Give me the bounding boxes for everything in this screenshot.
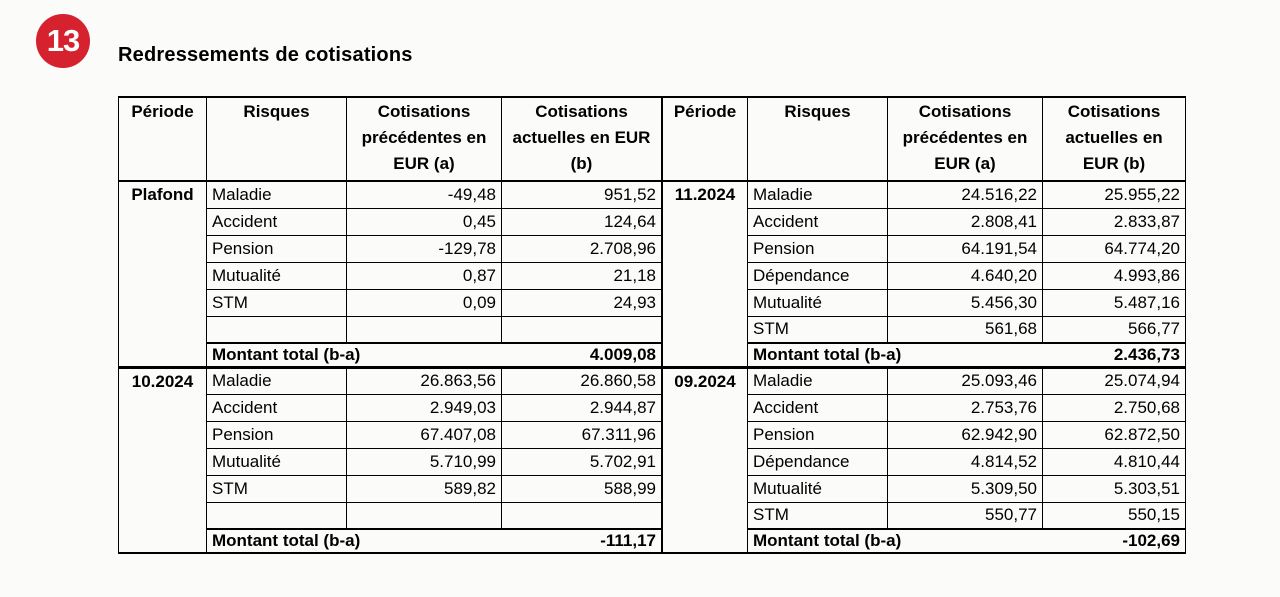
total-label: Montant total (b-a) — [212, 531, 361, 550]
prev-amount-cell: 2.753,76 — [888, 394, 1043, 421]
total-value: -102,69 — [1122, 531, 1180, 550]
cotisations-table-right — [662, 96, 1186, 554]
period-cell: 11.2024 — [663, 181, 748, 367]
header-risques: Risques — [748, 97, 888, 181]
curr-amount-cell: 588,99 — [502, 475, 662, 502]
total-value: 4.009,08 — [589, 344, 656, 364]
prev-amount-cell: 561,68 — [888, 316, 1043, 343]
total-cell — [207, 529, 662, 553]
period-cell: Plafond — [119, 181, 207, 367]
table-row — [663, 367, 1186, 394]
total-label: Montant total (b-a) — [753, 344, 902, 364]
empty-cell — [207, 316, 347, 343]
total-label: Montant total (b-a) — [753, 531, 902, 550]
empty-cell — [502, 316, 662, 343]
curr-amount-cell: 2.944,87 — [502, 394, 662, 421]
risk-cell: Pension — [207, 421, 347, 448]
curr-amount-cell: 951,52 — [502, 181, 662, 208]
risk-cell: Accident — [207, 394, 347, 421]
prev-amount-cell: 589,82 — [347, 475, 502, 502]
curr-amount-cell: 2.833,87 — [1043, 208, 1186, 235]
curr-amount-cell: 5.303,51 — [1043, 475, 1186, 502]
total-cell — [748, 529, 1186, 553]
header-row — [663, 97, 1186, 181]
curr-amount-cell: 566,77 — [1043, 316, 1186, 343]
risk-cell: Pension — [748, 421, 888, 448]
empty-cell — [347, 502, 502, 529]
curr-amount-cell: 4.993,86 — [1043, 262, 1186, 289]
header-cotisations-precedentes: Cotisations précédentes en EUR (a) — [347, 97, 502, 181]
prev-amount-cell: 550,77 — [888, 502, 1043, 529]
empty-cell — [502, 502, 662, 529]
prev-amount-cell: 0,87 — [347, 262, 502, 289]
prev-amount-cell: 0,45 — [347, 208, 502, 235]
header-cotisations-actuelles: Cotisations actuelles en EUR (b) — [1043, 97, 1186, 181]
empty-cell — [347, 316, 502, 343]
prev-amount-cell: -49,48 — [347, 181, 502, 208]
risk-cell: STM — [748, 502, 888, 529]
header-row — [119, 97, 662, 181]
period-cell: 10.2024 — [119, 367, 207, 553]
prev-amount-cell: 67.407,08 — [347, 421, 502, 448]
curr-amount-cell: 2.750,68 — [1043, 394, 1186, 421]
curr-amount-cell: 550,15 — [1043, 502, 1186, 529]
prev-amount-cell: 5.710,99 — [347, 448, 502, 475]
prev-amount-cell: 4.814,52 — [888, 448, 1043, 475]
empty-cell — [207, 502, 347, 529]
risk-cell: Accident — [748, 208, 888, 235]
header-periode: Période — [119, 97, 207, 181]
prev-amount-cell: 64.191,54 — [888, 235, 1043, 262]
curr-amount-cell: 26.860,58 — [502, 367, 662, 394]
cotisations-tables — [118, 96, 1186, 554]
risk-cell: Dépendance — [748, 448, 888, 475]
page-title: Redressements de cotisations — [118, 44, 413, 66]
risk-cell: STM — [207, 289, 347, 316]
curr-amount-cell: 24,93 — [502, 289, 662, 316]
curr-amount-cell: 64.774,20 — [1043, 235, 1186, 262]
table-row — [119, 181, 662, 208]
total-value: -111,17 — [600, 531, 656, 550]
prev-amount-cell: 2.808,41 — [888, 208, 1043, 235]
curr-amount-cell: 21,18 — [502, 262, 662, 289]
risk-cell: Accident — [748, 394, 888, 421]
total-cell — [207, 343, 662, 367]
prev-amount-cell: 0,09 — [347, 289, 502, 316]
prev-amount-cell: 26.863,56 — [347, 367, 502, 394]
curr-amount-cell: 67.311,96 — [502, 421, 662, 448]
risk-cell: Mutualité — [748, 289, 888, 316]
prev-amount-cell: 24.516,22 — [888, 181, 1043, 208]
risk-cell: Mutualité — [748, 475, 888, 502]
curr-amount-cell: 25.955,22 — [1043, 181, 1186, 208]
risk-cell: Pension — [207, 235, 347, 262]
risk-cell: Maladie — [207, 181, 347, 208]
total-value: 2.436,73 — [1113, 344, 1180, 364]
curr-amount-cell: 25.074,94 — [1043, 367, 1186, 394]
curr-amount-cell: 2.708,96 — [502, 235, 662, 262]
risk-cell: Accident — [207, 208, 347, 235]
prev-amount-cell: 25.093,46 — [888, 367, 1043, 394]
risk-cell: Mutualité — [207, 262, 347, 289]
prev-amount-cell: 2.949,03 — [347, 394, 502, 421]
header-cotisations-actuelles: Cotisations actuelles en EUR (b) — [502, 97, 662, 181]
risk-cell: Mutualité — [207, 448, 347, 475]
risk-cell: Dépendance — [748, 262, 888, 289]
prev-amount-cell: 5.309,50 — [888, 475, 1043, 502]
curr-amount-cell: 62.872,50 — [1043, 421, 1186, 448]
period-cell: 09.2024 — [663, 367, 748, 553]
curr-amount-cell: 5.702,91 — [502, 448, 662, 475]
prev-amount-cell: -129,78 — [347, 235, 502, 262]
total-cell — [748, 343, 1186, 367]
prev-amount-cell: 62.942,90 — [888, 421, 1043, 448]
total-label: Montant total (b-a) — [212, 344, 361, 364]
section-number: 13 — [46, 23, 80, 58]
risk-cell: Maladie — [748, 181, 888, 208]
header-risques: Risques — [207, 97, 347, 181]
risk-cell: Maladie — [748, 367, 888, 394]
header-periode: Période — [663, 97, 748, 181]
table-body — [119, 181, 662, 553]
curr-amount-cell: 124,64 — [502, 208, 662, 235]
section-number-badge — [36, 14, 90, 68]
risk-cell: Maladie — [207, 367, 347, 394]
table-row — [663, 181, 1186, 208]
prev-amount-cell: 4.640,20 — [888, 262, 1043, 289]
prev-amount-cell: 5.456,30 — [888, 289, 1043, 316]
table-row — [119, 367, 662, 394]
risk-cell: Pension — [748, 235, 888, 262]
risk-cell: STM — [207, 475, 347, 502]
risk-cell: STM — [748, 316, 888, 343]
header-cotisations-precedentes: Cotisations précédentes en EUR (a) — [888, 97, 1043, 181]
table-body — [663, 181, 1186, 553]
cotisations-table-left — [118, 96, 662, 554]
curr-amount-cell: 5.487,16 — [1043, 289, 1186, 316]
curr-amount-cell: 4.810,44 — [1043, 448, 1186, 475]
